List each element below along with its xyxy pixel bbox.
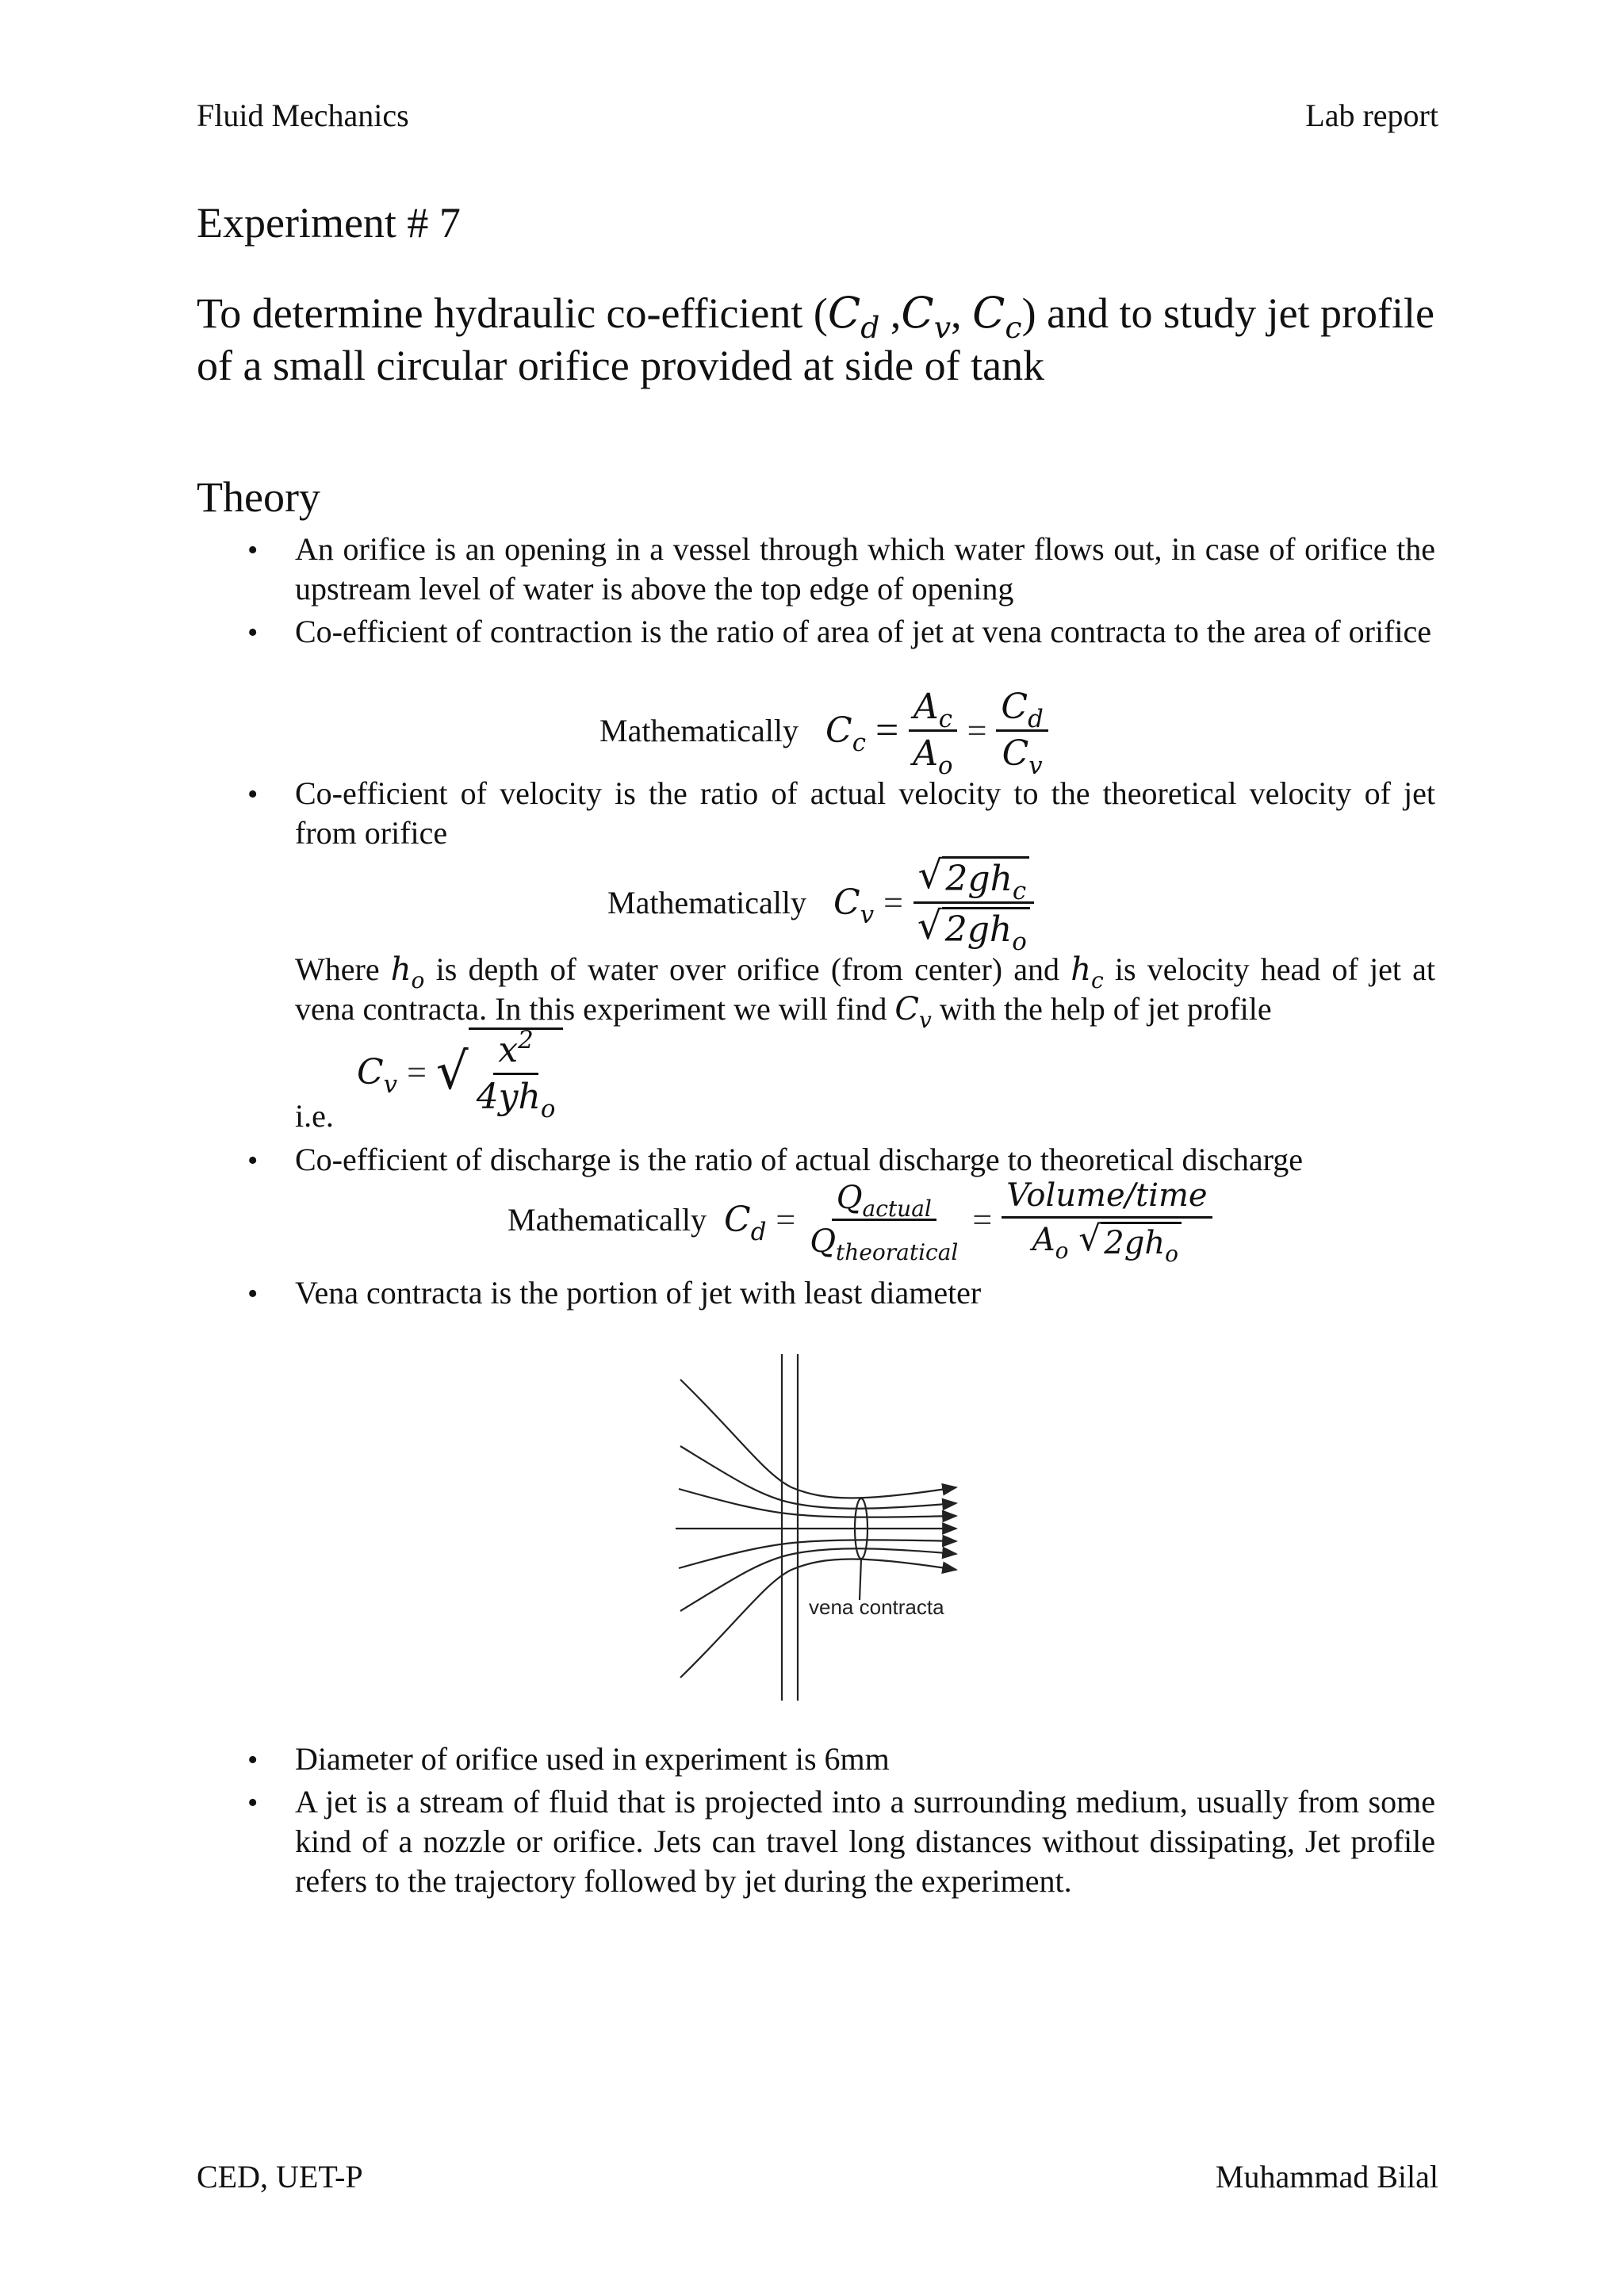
ie-label: i.e. — [295, 1098, 334, 1134]
equation-cv — [607, 853, 1040, 957]
bullet-6-text: Diameter of orifice used in experiment is 6mm — [295, 1741, 890, 1777]
equation-cv-frac: √ $2gh_c$ √ $2gh_o$ — [913, 856, 1035, 950]
vena-contracta-pointer — [860, 1559, 861, 1600]
bullet-1-marker: • — [247, 534, 259, 567]
bullet-7-text: A jet is a stream of fluid that is projected into a surrounding medium, usually from some kind of a nozzle or orifice. Jets can travel long distances without dissipating, Jet profile refers to the trajectory followed by jet during the experiment. — [295, 1784, 1435, 1899]
equation-cc-label: Mathematically — [599, 713, 799, 749]
equation-cc-eq1: = — [875, 708, 899, 754]
streamline-2 — [680, 1446, 956, 1509]
page-title — [197, 287, 1442, 392]
footer-right: Muhammad Bilal — [1215, 2159, 1438, 2195]
equation-cd-lhs: $C_d$ — [724, 1199, 767, 1246]
equation-cc-lhs: $C_c$ — [825, 710, 866, 758]
equation-cc-frac-2: $\frac{C_d}{C_v}$ — [996, 688, 1048, 774]
title-suffix: ) and to study jet profile of a small circular orifice provided at side of tank — [197, 289, 1434, 389]
equation-cc — [599, 687, 1053, 781]
experiment-number: Experiment # 7 — [197, 199, 461, 247]
equation-cv-lhs: $C_v$ — [833, 882, 875, 930]
equation-cd-label: Mathematically — [508, 1201, 707, 1238]
equation-cv-label: Mathematically — [607, 885, 807, 921]
title-sep-1: , — [879, 289, 902, 337]
where-paragraph: Where $h_o$ is depth of water over orifice (from center) and $h_c$ is velocity head of jet at vena contracta. In this experiment we will find $C_v$ with the help of jet profile — [295, 951, 1435, 1033]
equation-cv-profile-lhs: $C_v$ — [357, 1051, 398, 1099]
streamline-1 — [680, 1380, 956, 1498]
footer-left: CED, UET-P — [197, 2159, 363, 2195]
equation-cv-profile — [352, 1026, 568, 1124]
bullet-3-text: Co-efficient of velocity is the ratio of actual velocity to the theoretical velocity of jet from orifice — [295, 775, 1435, 851]
equation-cv-profile-eq: = — [407, 1052, 427, 1092]
equation-cv-eq: = — [883, 883, 903, 923]
bullet-1-text: An orifice is an opening in a vessel through which water flows out, in case of orifice the upstream level of water is above the top edge of opening — [295, 531, 1435, 607]
equation-cc-frac-1: $\frac{A_c}{A_o}$ — [908, 688, 957, 774]
title-cv: $C_v$ — [901, 288, 952, 346]
equation-cv-profile-root: √ $\frac{x^2}{4yh_o}$ — [436, 1027, 564, 1117]
title-cc: $C_c$ — [972, 288, 1022, 346]
equation-cd-eq1: = — [776, 1200, 796, 1239]
title-cd: $C_d$ — [827, 288, 880, 346]
equation-cd — [508, 1177, 1217, 1267]
figure-label: vena contracta — [809, 1595, 944, 1619]
vena-contracta-diagram — [666, 1348, 983, 1705]
bullet-2-text: Co-efficient of contraction is the ratio of area of jet at vena contracta to the area of orifice — [295, 614, 1432, 649]
equation-cd-frac-1: $\frac{Q_{actual}}{Q_{theoratical}}$ — [810, 1179, 959, 1265]
bullet-4-marker: • — [247, 1144, 259, 1177]
bullet-5-text: Vena contracta is the portion of jet with least diameter — [295, 1275, 982, 1311]
bullet-2-marker: • — [247, 616, 259, 649]
theory-heading: Theory — [197, 473, 320, 521]
title-prefix: To determine hydraulic co-efficient ( — [197, 289, 828, 337]
bullet-3-marker: • — [247, 778, 259, 811]
title-sep-2: , — [951, 289, 973, 337]
bullet-5-marker: • — [247, 1277, 259, 1311]
header-right: Lab report — [1305, 98, 1438, 133]
equation-cd-eq2: = — [972, 1200, 993, 1239]
bullet-4-text: Co-efficient of discharge is the ratio of actual discharge to theoretical discharge — [295, 1142, 1304, 1177]
equation-cc-eq2: = — [967, 711, 987, 751]
bullet-6-marker: • — [247, 1743, 259, 1777]
equation-cd-frac-2: Volume/time $A_o$ √ $2gh_o$ — [1002, 1178, 1212, 1261]
bullet-7-marker: • — [247, 1786, 259, 1820]
header-left: Fluid Mechanics — [197, 98, 409, 133]
